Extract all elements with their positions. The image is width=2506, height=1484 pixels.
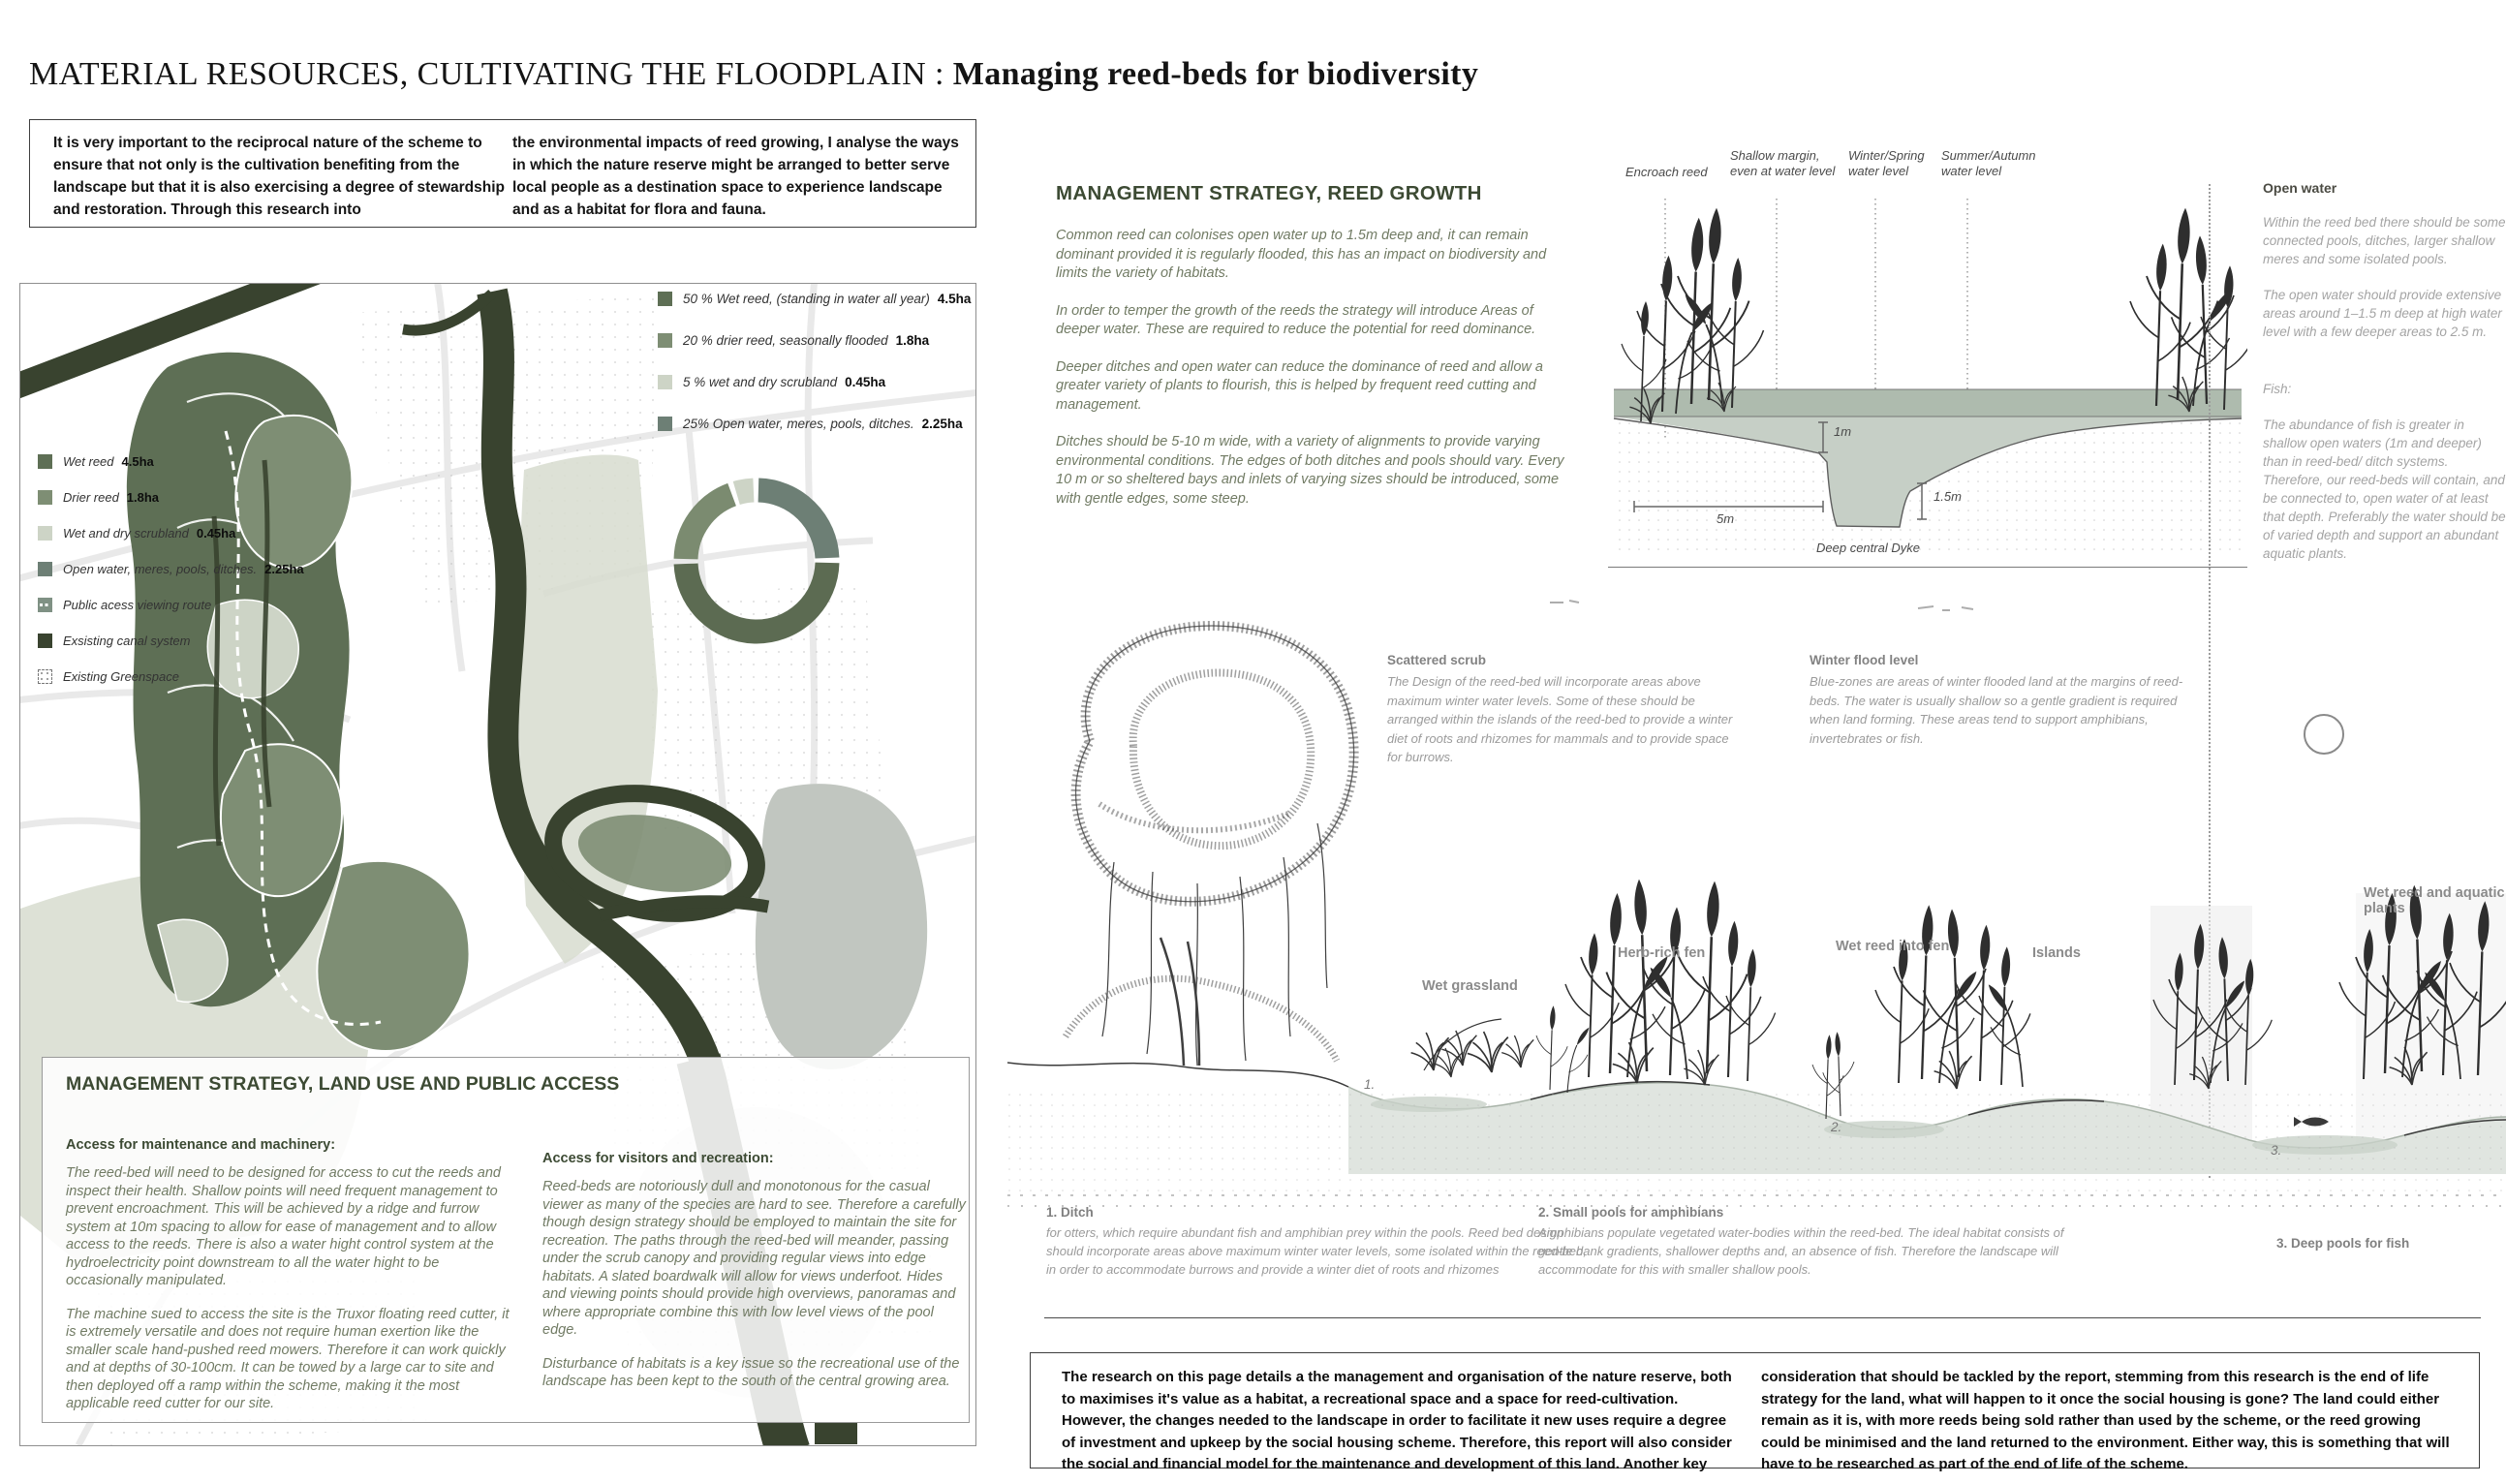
management-strategy-heading: MANAGEMENT STRATEGY, LAND USE AND PUBLIC ACCESS	[66, 1073, 620, 1095]
legend-item-viewing-route: Public acess viewing route	[38, 598, 304, 612]
visitors-paragraph-1: Reed-beds are notoriously dull and monotonous for the casual viewer as many of the species are hard to see. Therefore a carefully though design strategy should be employed to maintain the site for recreation. The paths through the reed-bed will meander, passing under the scrub canopy and providing regular views into edge habitats. A slated boardwalk will allow for views underfoot. Hides and viewing points should provide high overviews, panoramas and where appropriate combine this with low level views of the pool edge.	[542, 1179, 966, 1338]
marker-3: 3.	[2271, 1143, 2282, 1158]
measure-1-5m: 1.5m	[1934, 489, 1962, 504]
label-wet-reed-aquatic: Wet reed and aquatic plants	[2364, 885, 2505, 916]
open-water-paragraph-2: The open water should provide extensive areas around 1–1.5 m deep at high water level with a few deeper areas to 2.5 m.	[2263, 288, 2502, 339]
map-legend-percentages	[658, 292, 971, 431]
legend-swatch	[38, 562, 52, 576]
legend-swatch	[658, 375, 672, 389]
conclusion-separator-line	[1044, 1317, 2481, 1318]
label-winter-spring-level: Winter/Spring water level	[1848, 148, 1925, 178]
conclusion-text-box	[1030, 1352, 2480, 1472]
page-title-regular: MATERIAL RESOURCES, CULTIVATING THE FLOODPLAIN :	[29, 56, 953, 92]
open-water-paragraph-1: Within the reed bed there should be some connected pools, ditches, larger shallow meres and some isolated pools.	[2263, 215, 2506, 266]
legend-swatch	[38, 634, 52, 648]
maintenance-subheading: Access for maintenance and machinery:	[66, 1137, 336, 1153]
legend-swatch	[658, 333, 672, 348]
annotation-ditch	[1046, 1205, 1589, 1279]
legend-item-5pct: 5 % wet and dry scrubland 0.45ha	[658, 375, 971, 389]
legend-swatch-route	[38, 598, 52, 612]
label-encroach-reed: Encroach reed	[1625, 165, 1708, 179]
reed-growth-section	[1056, 182, 1566, 527]
open-water-paragraph-3: The abundance of fish is greater in shallow open waters (1m and deeper) than in reed-bed/ ditch systems. Therefore, our reed-beds will contain, and be connected to, open water of at least that depth. Preferably the water should be of varied depth and support an abundant aquatic plants.	[2263, 417, 2506, 561]
label-summer-autumn-level: Summer/Autumn water level	[1941, 148, 2036, 178]
site-map-panel	[19, 283, 976, 1446]
deep-central-dyke-caption: Deep central Dyke	[1816, 541, 1920, 555]
open-water-column	[2263, 180, 2506, 580]
hydro-point	[815, 1423, 857, 1444]
wet-reed-into-fen-reeds	[1875, 905, 2030, 1089]
wet-grassland-plants	[1411, 1019, 1534, 1077]
annotation-deep-pools-heading: 3. Deep pools for fish	[2276, 1236, 2410, 1251]
legend-item-wet-reed: Wet reed 4.5ha	[38, 454, 304, 469]
intro-column-1: It is very important to the reciprocal nature of the scheme to ensure that not only is the cultivation benefiting from the landscape but that it is also exercising a degree of stewardship and restoration. Through this research into	[53, 135, 505, 218]
legend-item-20pct: 20 % drier reed, seasonally flooded 1.8ha	[658, 333, 971, 348]
legend-item-25pct: 25% Open water, meres, pools, ditches. 2.25ha	[658, 417, 971, 431]
annotation-ditch-body: for otters, which require abundant fish and amphibian prey within the pools. Reed bed design should incorporate areas above maximum winter water levels, some isolated within the reed-bed, in order to accommodate burrows and provide a winter diet of roots and rhizomes	[1046, 1225, 1587, 1277]
open-water-heading: Open water	[2263, 180, 2337, 196]
legend-swatch	[658, 292, 672, 306]
label-wet-grassland: Wet grassland	[1422, 978, 1518, 994]
reed-growth-paragraph-2: In order to temper the growth of the reeds the strategy will introduce Areas of deeper water. These are required to reduce the potential for reed dominance.	[1056, 302, 1536, 337]
legend-swatch-greenspace	[38, 669, 52, 684]
winter-flood-heading: Winter flood level	[1810, 653, 1919, 667]
faint-marks	[1550, 601, 1973, 610]
legend-item-open-water: Open water, meres, pools, ditches. 2.25ha	[38, 562, 304, 576]
willow-tree	[1066, 626, 1354, 1066]
page-title	[29, 56, 1478, 93]
legend-item-canal: Exsisting canal system	[38, 634, 304, 648]
reed-growth-paragraph-4: Ditches should be 5-10 m wide, with a variety of alignments to provide varying environmental conditions. The edges of both ditches and pools should vary. Every 10 m or so sheltered bays and inlets of varying sizes should be introduced, some with gentle edges, some steep.	[1056, 434, 1564, 507]
herb-rich-fen-reeds	[1565, 880, 1776, 1085]
cross-section-divider	[1608, 567, 2247, 568]
scattered-scrub-heading: Scattered scrub	[1387, 653, 1487, 667]
measure-5m: 5m	[1717, 511, 1735, 526]
legend-swatch	[38, 526, 52, 541]
intro-text-box	[29, 119, 976, 228]
reed-growth-paragraph-1: Common reed can colonises open water up to 1.5m deep and, it can remain dominant provided it is regularly flooded, this has an impact on biodiversity and limits the variety of habitats.	[1056, 228, 1547, 281]
label-shallow-margin: Shallow margin, even at water level	[1730, 148, 1836, 178]
conclusion-column-1: The research on this page details a the management and organisation of the nature reserve, both to maximises it's value as a habitat, a recreational space and a space for reed-cultivation. However, the changes needed to the landscape in order to facilitate it new uses require a degree of investment and upkeep by the social housing scheme. Therefore, this report will also consider the social and financial model for the maintenance and development of this land. Another key	[1062, 1369, 1732, 1472]
intro-column-2: the environmental impacts of reed growing, I analyse the ways in which the nature reserve might be arranged to better serve local people as a destination space to experience landscape and as a habitat for flora and fauna.	[512, 135, 959, 218]
maintenance-paragraph-1: The reed-bed will need to be designed for access to cut the reeds and inspect their health. Shallow points will need frequent management to prevent encroachment. This will be achieved by a ridge and furrow system at 10m spacing to allow for ease of management and to allow access to the reeds. There is also a water hight control system at the hydroelectricity point downstream to all the water hight to be occasionally manipulated.	[66, 1165, 501, 1288]
legend-swatch	[38, 454, 52, 469]
annotation-ditch-heading: 1. Ditch	[1046, 1205, 1094, 1220]
reed-growth-paragraph-3: Deeper ditches and open water can reduce the dominance of reed and allow a greater variety of plants to flourish, this is helped by frequent reed cutting and management.	[1056, 358, 1543, 413]
legend-item-greenspace: Existing Greenspace	[38, 669, 304, 684]
marker-2: 2.	[1831, 1120, 1842, 1134]
label-wet-reed-into-fen: Wet reed into fen	[1836, 939, 1950, 954]
marker-1: 1.	[1364, 1077, 1376, 1092]
scattered-scrub-body: The Design of the reed-bed will incorporate areas above maximum winter water levels. Some of these should be arranged within the islands of the reed-bed to provide a winter diet of roots and rhizomes for mammals and to provide space for burrows.	[1387, 674, 1733, 764]
legend-swatch	[38, 490, 52, 505]
annotation-deep-pools	[2276, 1236, 2499, 1254]
annotation-small-pools-heading: 2. Small pools for amphibians	[1538, 1205, 1724, 1220]
management-right-column	[542, 1151, 969, 1407]
ditch-cross-section-drawing	[1608, 150, 2247, 576]
conclusion-column-2: consideration that should be tackled by the report, stemming from this research is the end of life strategy for the land, what will happen to it once the social housing is gone? The land could either remain as it is, with more reeds being sold rather than used by the scheme, or the reed growing could be minimised and the land returned to the environment. Either way, this is something that will have to be researched as part of the end of life of the scheme.	[1761, 1369, 2450, 1472]
label-herb-rich-fen: Herb-rich fen	[1618, 945, 1706, 961]
habitat-split-donut-chart	[672, 477, 841, 645]
annotation-small-pools	[1538, 1205, 2092, 1279]
maintenance-paragraph-2: The machine sued to access the site is the Truxor floating reed cutter, it is extremely versatile and does not require human exertion like the smaller scale hand-pushed reed mowers. Therefore it can work quickly and at depths of 30-100cm. It can be towed by a large car to site and then deployed off a ramp within the scheme, making it the most applicable reed cutter for our site.	[66, 1306, 510, 1411]
management-strategy-box	[42, 1057, 970, 1423]
map-legend-left	[38, 454, 304, 684]
management-left-column	[66, 1137, 511, 1429]
winter-flood-body: Blue-zones are areas of winter flooded land at the margins of reed-beds. The water is usually shallow so a gentle gradient is required when land forming. These areas tend to support amphibians, invertebrates or fish.	[1810, 674, 2183, 746]
legend-item-drier-reed: Drier reed 1.8ha	[38, 490, 304, 505]
legend-item-scrubland: Wet and dry scrubland 0.45ha	[38, 526, 304, 541]
page-title-bold: Managing reed-beds for biodiversity	[952, 56, 1479, 92]
measure-1m: 1m	[1834, 424, 1852, 439]
landscape-section-drawing	[1007, 581, 2506, 1211]
fish-label: Fish:	[2263, 382, 2292, 396]
legend-swatch	[658, 417, 672, 431]
legend-item-50pct: 50 % Wet reed, (standing in water all year) 4.5ha	[658, 292, 971, 306]
annotation-small-pools-body: Amphibians populate vegetated water-bodies within the reed-bed. The ideal habitat consists of gentle bank gradients, shallower depths and, an absence of fish. Therefore the landscape will accommodate for this with smaller shallow pools.	[1538, 1225, 2064, 1277]
label-islands: Islands	[2032, 945, 2081, 961]
reed-growth-heading: MANAGEMENT STRATEGY, REED GROWTH	[1056, 182, 1482, 204]
visitors-paragraph-2: Disturbance of habitats is a key issue so the recreational use of the landscape has been kept to the south of the central growing area.	[542, 1355, 960, 1389]
visitors-subheading: Access for visitors and recreation:	[542, 1151, 774, 1166]
grey-area	[756, 784, 927, 1069]
right-reed-clump	[2130, 208, 2247, 412]
